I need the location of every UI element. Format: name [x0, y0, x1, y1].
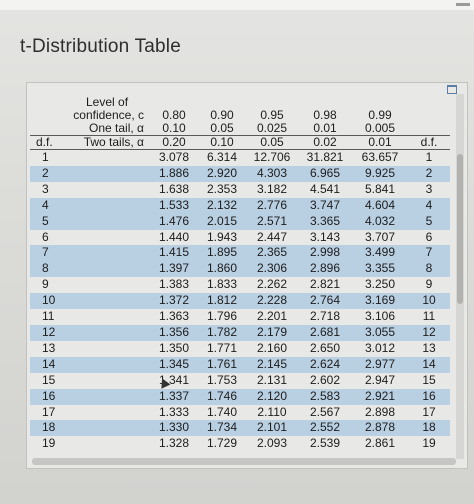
critical-value-cell: 2.201	[256, 309, 288, 324]
critical-value-cell: 1.886	[150, 166, 198, 182]
table-row	[30, 166, 450, 182]
spacer-cell	[70, 405, 150, 421]
critical-value-cell: 2.539	[309, 436, 341, 451]
critical-value-cell: 2.262	[256, 277, 288, 292]
spacer-cell	[70, 245, 150, 261]
table-row	[30, 420, 450, 436]
critical-value-cell: 1.895	[198, 245, 246, 261]
df-cell: 4	[30, 198, 70, 214]
df-cell-right: 10	[408, 293, 450, 309]
critical-value-cell: 1.350	[158, 340, 190, 355]
menu-bar-icon	[456, 3, 470, 6]
table-row	[30, 198, 450, 214]
critical-value-cell: 3.365	[298, 214, 352, 230]
critical-value-cell: 3.012	[364, 340, 396, 355]
critical-value-cell: 2.120	[246, 389, 298, 405]
critical-value-cell: 4.604	[352, 198, 408, 214]
critical-value-cell: 2.571	[246, 214, 298, 230]
critical-value-cell: 2.160	[256, 340, 288, 355]
df-cell: 5	[30, 214, 70, 230]
table-row	[30, 230, 450, 246]
critical-value-cell: 3.182	[256, 181, 288, 196]
critical-value-cell: 2.110	[257, 404, 287, 419]
critical-value-cell: 3.250	[364, 277, 396, 292]
critical-value-cell: 2.447	[256, 229, 288, 244]
confidence-value: 0.99	[368, 108, 392, 122]
critical-value-cell: 12.706	[253, 150, 291, 164]
critical-value-cell: 4.032	[352, 214, 408, 230]
one-tail-value: 0.05	[210, 121, 234, 135]
critical-value-cell: 1.372	[150, 293, 198, 309]
critical-value-cell: 1.440	[158, 229, 190, 244]
critical-value-cell: 2.921	[352, 389, 408, 405]
table-row	[30, 389, 450, 405]
critical-value-cell: 2.228	[246, 293, 298, 309]
table-row	[30, 357, 450, 373]
critical-value-cell: 2.718	[309, 309, 341, 324]
critical-value-cell: 3.055	[352, 325, 408, 341]
critical-value-cell: 2.101	[246, 420, 298, 436]
df-cell: 7	[30, 245, 70, 261]
df-cell: 8	[30, 261, 70, 277]
spacer-cell	[70, 293, 150, 309]
spacer-cell	[70, 230, 150, 246]
df-cell-right: 15	[422, 372, 436, 387]
one-tail-label: One tail, α	[89, 121, 144, 135]
df-cell: 19	[42, 436, 56, 451]
two-tails-value: 0.10	[198, 136, 246, 150]
df-cell-right: 16	[408, 389, 450, 405]
df-cell: 10	[30, 293, 70, 309]
critical-value-cell: 1.771	[206, 340, 238, 355]
critical-value-cell: 3.747	[298, 198, 352, 214]
critical-value-cell: 1.333	[158, 404, 190, 419]
critical-value-cell: 1.533	[150, 198, 198, 214]
df-cell: 15	[42, 372, 56, 387]
df-header: d.f.	[30, 136, 70, 150]
critical-value-cell: 4.303	[246, 166, 298, 182]
scrollbar-thumb[interactable]	[457, 154, 463, 304]
df-cell: 9	[42, 277, 49, 292]
spacer-cell	[70, 309, 150, 325]
table-row	[30, 436, 450, 452]
df-cell-right: 18	[408, 420, 450, 436]
df-cell: 14	[30, 357, 70, 373]
horizontal-scrollbar[interactable]	[32, 458, 456, 465]
critical-value-cell: 2.602	[309, 372, 341, 387]
two-tails-value: 0.05	[246, 136, 298, 150]
critical-value-cell: 1.341	[158, 372, 190, 387]
table-row	[30, 245, 450, 261]
confidence-value: 0.90	[210, 108, 234, 122]
critical-value-cell: 2.353	[206, 181, 238, 196]
critical-value-cell: 2.624	[298, 357, 352, 373]
critical-value-cell: 2.365	[246, 245, 298, 261]
critical-value-cell: 2.896	[298, 261, 352, 277]
df-cell-right: 2	[408, 166, 450, 182]
vertical-scrollbar[interactable]	[456, 94, 464, 459]
table-row	[30, 277, 450, 293]
critical-value-cell: 2.764	[298, 293, 352, 309]
critical-value-cell: 6.965	[298, 166, 352, 182]
critical-value-cell: 2.306	[246, 261, 298, 277]
df-cell-right: 9	[425, 277, 433, 292]
table-row	[30, 293, 450, 309]
spacer-cell	[70, 341, 150, 357]
critical-value-cell: 5.841	[364, 181, 396, 196]
df-cell: 16	[30, 389, 70, 405]
critical-value-cell: 3.106	[364, 309, 396, 324]
critical-value-cell: 2.947	[364, 372, 396, 387]
df-cell: 12	[30, 325, 70, 341]
df-cell-right: 13	[422, 340, 436, 355]
df-cell-right: 19	[422, 436, 436, 451]
critical-value-cell: 2.977	[352, 357, 408, 373]
critical-value-cell: 2.093	[256, 436, 288, 451]
df-header-right: d.f.	[408, 136, 450, 150]
critical-value-cell: 2.567	[309, 404, 341, 419]
df-cell-right: 7	[408, 245, 450, 261]
critical-value-cell: 9.925	[352, 166, 408, 182]
critical-value-cell: 2.861	[364, 436, 396, 451]
critical-value-cell: 2.145	[246, 357, 298, 373]
confidence-value: 0.98	[313, 108, 337, 122]
spacer-cell	[70, 166, 150, 182]
two-tails-value: 0.01	[352, 136, 408, 150]
t-distribution-table	[30, 96, 450, 452]
table-row	[30, 341, 450, 357]
critical-value-cell: 3.169	[352, 293, 408, 309]
critical-value-cell: 1.812	[198, 293, 246, 309]
spacer-cell	[70, 198, 150, 214]
df-cell-right: 8	[408, 261, 450, 277]
critical-value-cell: 1.337	[150, 389, 198, 405]
critical-value-cell: 1.796	[206, 309, 238, 324]
df-cell-right: 5	[408, 214, 450, 230]
spacer-cell	[70, 214, 150, 230]
critical-value-cell: 3.078	[158, 150, 190, 164]
spacer-cell	[70, 277, 150, 293]
one-tail-value: 0.01	[313, 121, 337, 135]
table-row	[30, 309, 450, 325]
critical-value-cell: 1.746	[198, 389, 246, 405]
critical-value-cell: 2.776	[246, 198, 298, 214]
critical-value-cell: 2.131	[256, 372, 288, 387]
critical-value-cell: 1.734	[198, 420, 246, 436]
critical-value-cell: 6.314	[206, 150, 238, 164]
two-tails-label: Two tails, α	[70, 136, 150, 150]
df-cell-right: 14	[408, 357, 450, 373]
df-cell: 2	[30, 166, 70, 182]
spacer-cell	[70, 373, 150, 389]
critical-value-cell: 2.998	[298, 245, 352, 261]
spacer-cell	[70, 436, 150, 452]
critical-value-cell: 2.920	[198, 166, 246, 182]
one-tail-value: 0.025	[256, 121, 288, 135]
df-cell-right: 4	[408, 198, 450, 214]
table-row	[30, 150, 450, 166]
df-cell: 6	[42, 229, 49, 244]
critical-value-cell: 1.476	[150, 214, 198, 230]
critical-value-cell: 4.541	[309, 181, 341, 196]
df-cell-right: 1	[425, 150, 433, 164]
df-cell: 3	[42, 181, 49, 196]
critical-value-cell: 2.132	[198, 198, 246, 214]
critical-value-cell: 2.681	[298, 325, 352, 341]
critical-value-cell: 2.650	[309, 340, 341, 355]
critical-value-cell: 2.552	[298, 420, 352, 436]
critical-value-cell: 2.821	[309, 277, 341, 292]
spacer-cell	[70, 357, 150, 373]
critical-value-cell: 2.898	[364, 404, 396, 419]
confidence-value: 0.80	[162, 108, 186, 122]
table-row	[30, 373, 450, 389]
critical-value-cell: 1.330	[150, 420, 198, 436]
critical-value-cell: 1.761	[198, 357, 246, 373]
expand-icon[interactable]	[447, 85, 457, 94]
critical-value-cell: 1.782	[198, 325, 246, 341]
critical-value-cell: 1.740	[206, 404, 238, 419]
df-cell: 13	[42, 340, 56, 355]
df-cell: 17	[42, 404, 56, 419]
confidence-label-line2: confidence, c	[73, 108, 144, 122]
critical-value-cell: 63.657	[361, 150, 399, 164]
one-tail-value: 0.10	[162, 121, 186, 135]
df-cell-right: 12	[408, 325, 450, 341]
critical-value-cell: 1.729	[206, 436, 238, 451]
spacer-cell	[70, 261, 150, 277]
df-cell-right: 6	[425, 229, 433, 244]
critical-value-cell: 31.821	[306, 150, 344, 164]
critical-value-cell: 1.943	[206, 229, 238, 244]
table-row	[30, 405, 450, 421]
critical-value-cell: 3.143	[309, 229, 341, 244]
df-cell: 1	[42, 150, 49, 164]
df-cell-right: 3	[425, 181, 433, 196]
critical-value-cell: 3.499	[352, 245, 408, 261]
spacer-cell	[70, 389, 150, 405]
critical-value-cell: 1.638	[158, 181, 190, 196]
df-cell: 11	[42, 309, 55, 324]
two-tails-value: 0.20	[150, 136, 198, 150]
critical-value-cell: 1.753	[206, 372, 238, 387]
table-row	[30, 261, 450, 277]
critical-value-cell: 1.833	[206, 277, 238, 292]
critical-value-cell: 3.707	[364, 229, 396, 244]
table-row	[30, 182, 450, 198]
confidence-value: 0.95	[260, 108, 284, 122]
spacer-cell	[70, 325, 150, 341]
confidence-label-line1: Level of	[86, 95, 129, 109]
critical-value-cell: 1.415	[150, 245, 198, 261]
df-cell-right: 11	[422, 309, 436, 324]
critical-value-cell: 1.860	[198, 261, 246, 277]
df-cell-right: 17	[422, 404, 436, 419]
critical-value-cell: 2.179	[246, 325, 298, 341]
critical-value-cell: 2.878	[352, 420, 408, 436]
critical-value-cell: 1.363	[158, 309, 190, 324]
table-row	[30, 325, 450, 341]
top-strip	[0, 0, 474, 10]
two-tails-value: 0.02	[298, 136, 352, 150]
critical-value-cell: 1.356	[150, 325, 198, 341]
page-title: t-Distribution Table	[20, 36, 182, 57]
one-tail-value: 0.005	[364, 121, 396, 135]
critical-value-cell: 1.328	[158, 436, 190, 451]
critical-value-cell: 1.383	[158, 277, 190, 292]
critical-value-cell: 3.355	[352, 261, 408, 277]
spacer-cell	[70, 182, 150, 198]
spacer-cell	[70, 420, 150, 436]
critical-value-cell: 2.583	[298, 389, 352, 405]
critical-value-cell: 1.397	[150, 261, 198, 277]
critical-value-cell: 1.345	[150, 357, 198, 373]
table-row	[30, 214, 450, 230]
spacer-cell	[70, 150, 150, 166]
df-cell: 18	[30, 420, 70, 436]
critical-value-cell: 2.015	[198, 214, 246, 230]
